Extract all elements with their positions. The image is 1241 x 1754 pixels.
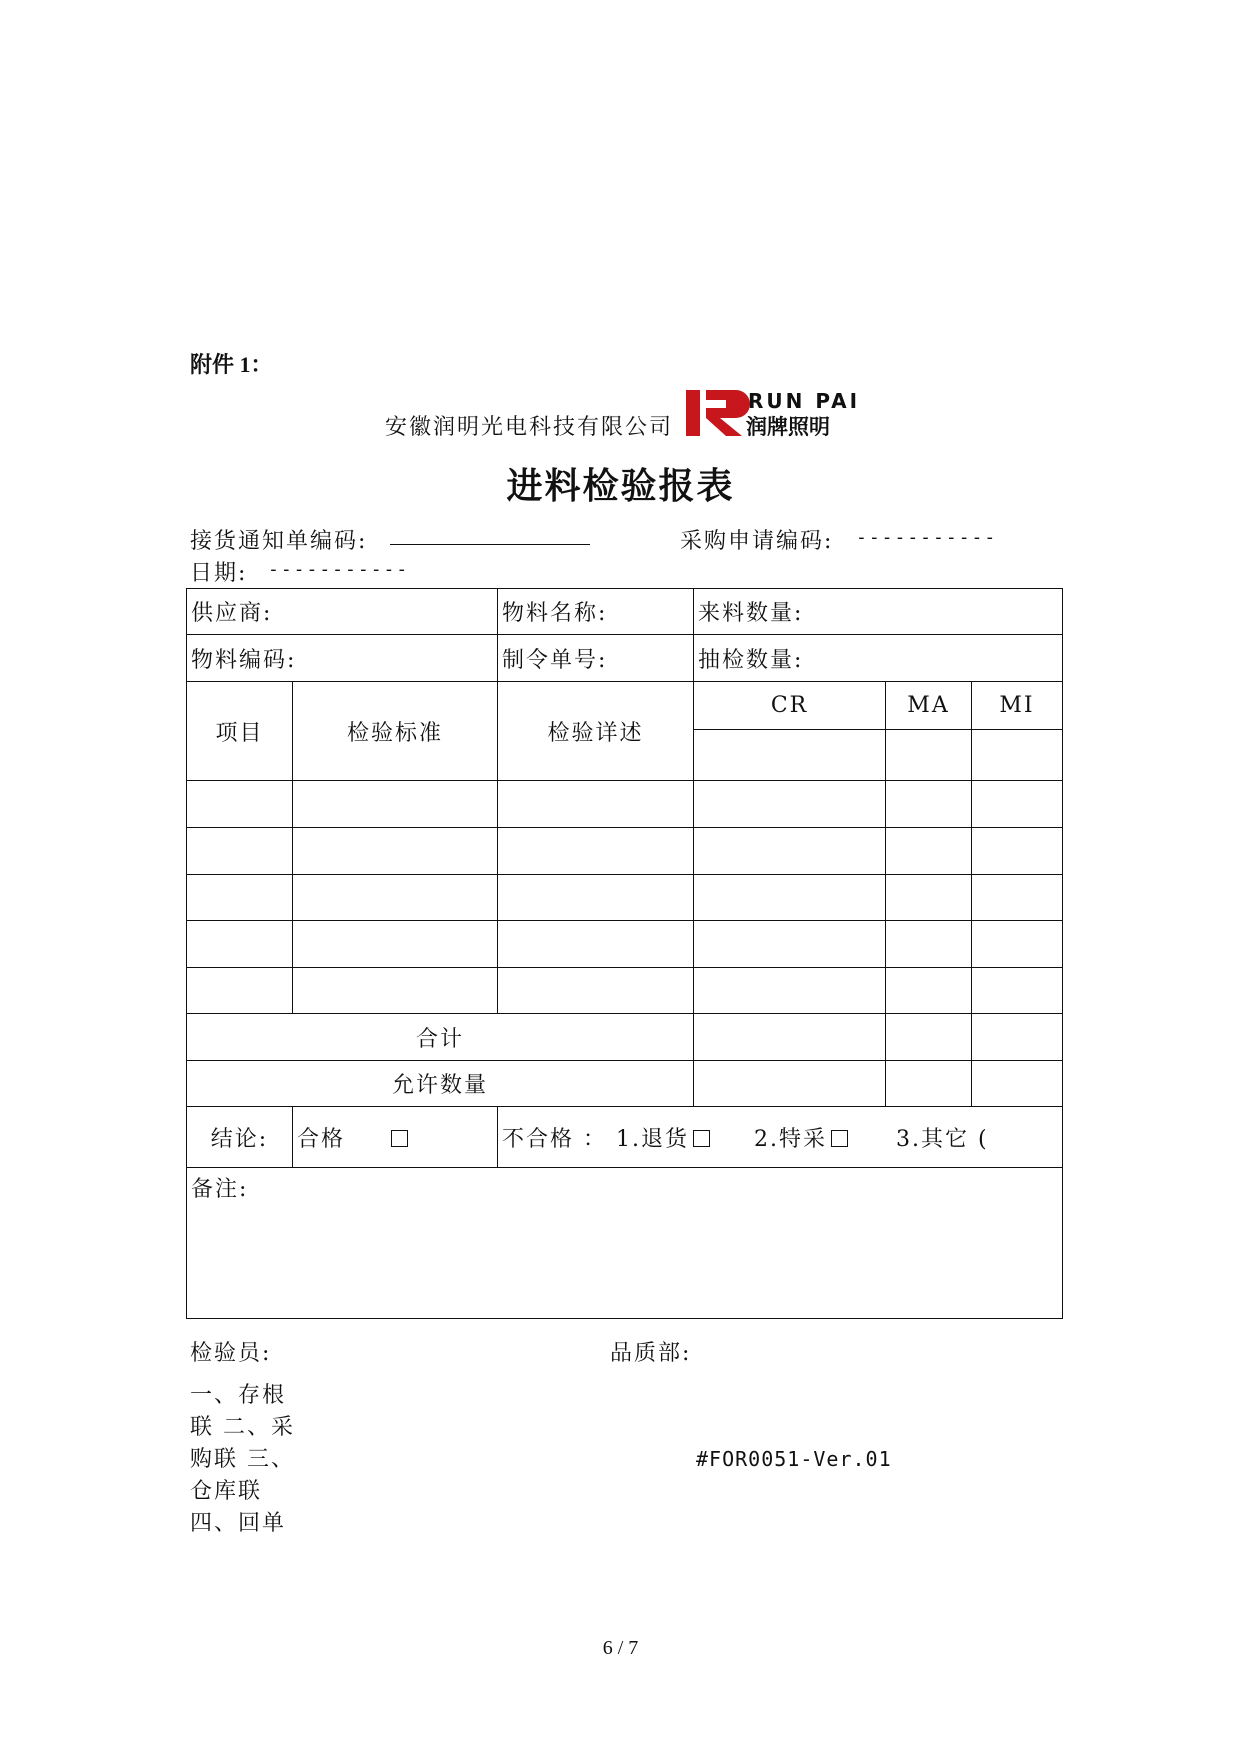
cr-cell (694, 968, 886, 1014)
total-label: 合计 (187, 1014, 694, 1061)
table-row (187, 1107, 1063, 1168)
ma-cell (886, 968, 972, 1014)
standard-cell (293, 921, 498, 968)
table-row (187, 921, 1063, 968)
ma-cell (886, 828, 972, 875)
return-checkbox[interactable] (693, 1130, 710, 1147)
special-use-checkbox[interactable] (831, 1130, 848, 1147)
cr-cell (694, 828, 886, 875)
ma-header: MA (886, 682, 972, 730)
table-row (187, 589, 1063, 635)
table-row (187, 682, 1063, 730)
item-cell (187, 875, 293, 921)
copy-line: 购联 三、 (190, 1447, 295, 1472)
item-header: 项目 (187, 682, 293, 781)
ma-cell (886, 781, 972, 828)
company-name: 安徽润明光电科技有限公司 (385, 415, 674, 440)
mi-cell (972, 828, 1063, 875)
mi-allowed-cell (972, 1061, 1063, 1107)
copy-line: 一、存根 (190, 1383, 287, 1408)
detail-cell (498, 875, 694, 921)
receipt-code-underline (390, 544, 590, 545)
item-cell (187, 921, 293, 968)
mi-total-cell (972, 1014, 1063, 1061)
copy-line: 仓库联 (190, 1479, 263, 1504)
table-row (187, 781, 1063, 828)
table-row (187, 968, 1063, 1014)
receipt-code-label: 接货通知单编码: (190, 529, 368, 554)
logo-en: RUN PAI (748, 389, 861, 413)
cr-allowed-cell (694, 1061, 886, 1107)
supplier-cell: 供应商: (187, 589, 498, 635)
mi-cell (972, 921, 1063, 968)
material-name-cell: 物料名称: (498, 589, 694, 635)
pass-label: 合格 (297, 1126, 346, 1152)
mi-header: MI (972, 682, 1063, 730)
table-row (187, 828, 1063, 875)
page-number: 6 / 7 (602, 1637, 639, 1659)
detail-cell (498, 781, 694, 828)
special-use-label: 2.特采 (754, 1126, 828, 1152)
date-label: 日期: (190, 561, 248, 586)
pass-checkbox[interactable] (391, 1130, 408, 1147)
item-cell (187, 968, 293, 1014)
pass-option (293, 1107, 498, 1168)
mi-cell (972, 875, 1063, 921)
standard-cell (293, 875, 498, 921)
conclusion-label: 结论: (187, 1107, 293, 1168)
ma-allowed-cell (886, 1061, 972, 1107)
copy-line: 联 二、采 (190, 1415, 295, 1440)
cr-header: CR (694, 682, 886, 730)
copy-line: 四、回单 (190, 1511, 287, 1536)
order-no-cell: 制令单号: (498, 635, 694, 682)
page-title: 进料检验报表 (506, 465, 735, 507)
quality-dept-label: 品质部: (610, 1341, 692, 1366)
standard-cell (293, 781, 498, 828)
mi-cell (972, 781, 1063, 828)
ma-cell (886, 921, 972, 968)
date-value: ----------- (268, 559, 410, 580)
standard-cell (293, 968, 498, 1014)
table-row (187, 1168, 1063, 1319)
standard-header: 检验标准 (293, 682, 498, 781)
detail-cell (498, 828, 694, 875)
detail-header: 检验详述 (498, 682, 694, 781)
company-logo (686, 388, 862, 438)
standard-cell (293, 828, 498, 875)
detail-cell (498, 921, 694, 968)
return-label: 1.退货 (616, 1126, 690, 1152)
cr-cell (694, 730, 886, 781)
table-row (187, 875, 1063, 921)
other-label: 3.其它 ( (896, 1126, 989, 1152)
purchase-code-label: 采购申请编码: (680, 529, 834, 554)
purchase-code-value: ----------- (856, 527, 998, 548)
table-row (187, 1014, 1063, 1061)
inspection-table (186, 588, 1063, 1319)
incoming-qty-cell: 来料数量: (694, 589, 1063, 635)
fail-label: 不合格 ： (502, 1126, 608, 1152)
copies-list (190, 1380, 295, 1540)
table-row (187, 635, 1063, 682)
table-row (187, 1061, 1063, 1107)
logo-cn: 润牌照明 (746, 415, 830, 438)
mi-cell (972, 730, 1063, 781)
ma-total-cell (886, 1014, 972, 1061)
form-code: #FOR0051-Ver.01 (696, 1447, 892, 1471)
attachment-label: 附件 1： (190, 352, 273, 377)
ma-cell (886, 730, 972, 781)
cr-cell (694, 875, 886, 921)
ma-cell (886, 875, 972, 921)
item-cell (187, 828, 293, 875)
remark-cell: 备注: (187, 1168, 1063, 1319)
cr-cell (694, 921, 886, 968)
material-code-cell: 物料编码: (187, 635, 498, 682)
cr-total-cell (694, 1014, 886, 1061)
allowed-qty-label: 允许数量 (187, 1061, 694, 1107)
mi-cell (972, 968, 1063, 1014)
fail-options (498, 1107, 1063, 1168)
inspector-label: 检验员: (190, 1341, 272, 1366)
detail-cell (498, 968, 694, 1014)
cr-cell (694, 781, 886, 828)
sample-qty-cell: 抽检数量: (694, 635, 1063, 682)
item-cell (187, 781, 293, 828)
